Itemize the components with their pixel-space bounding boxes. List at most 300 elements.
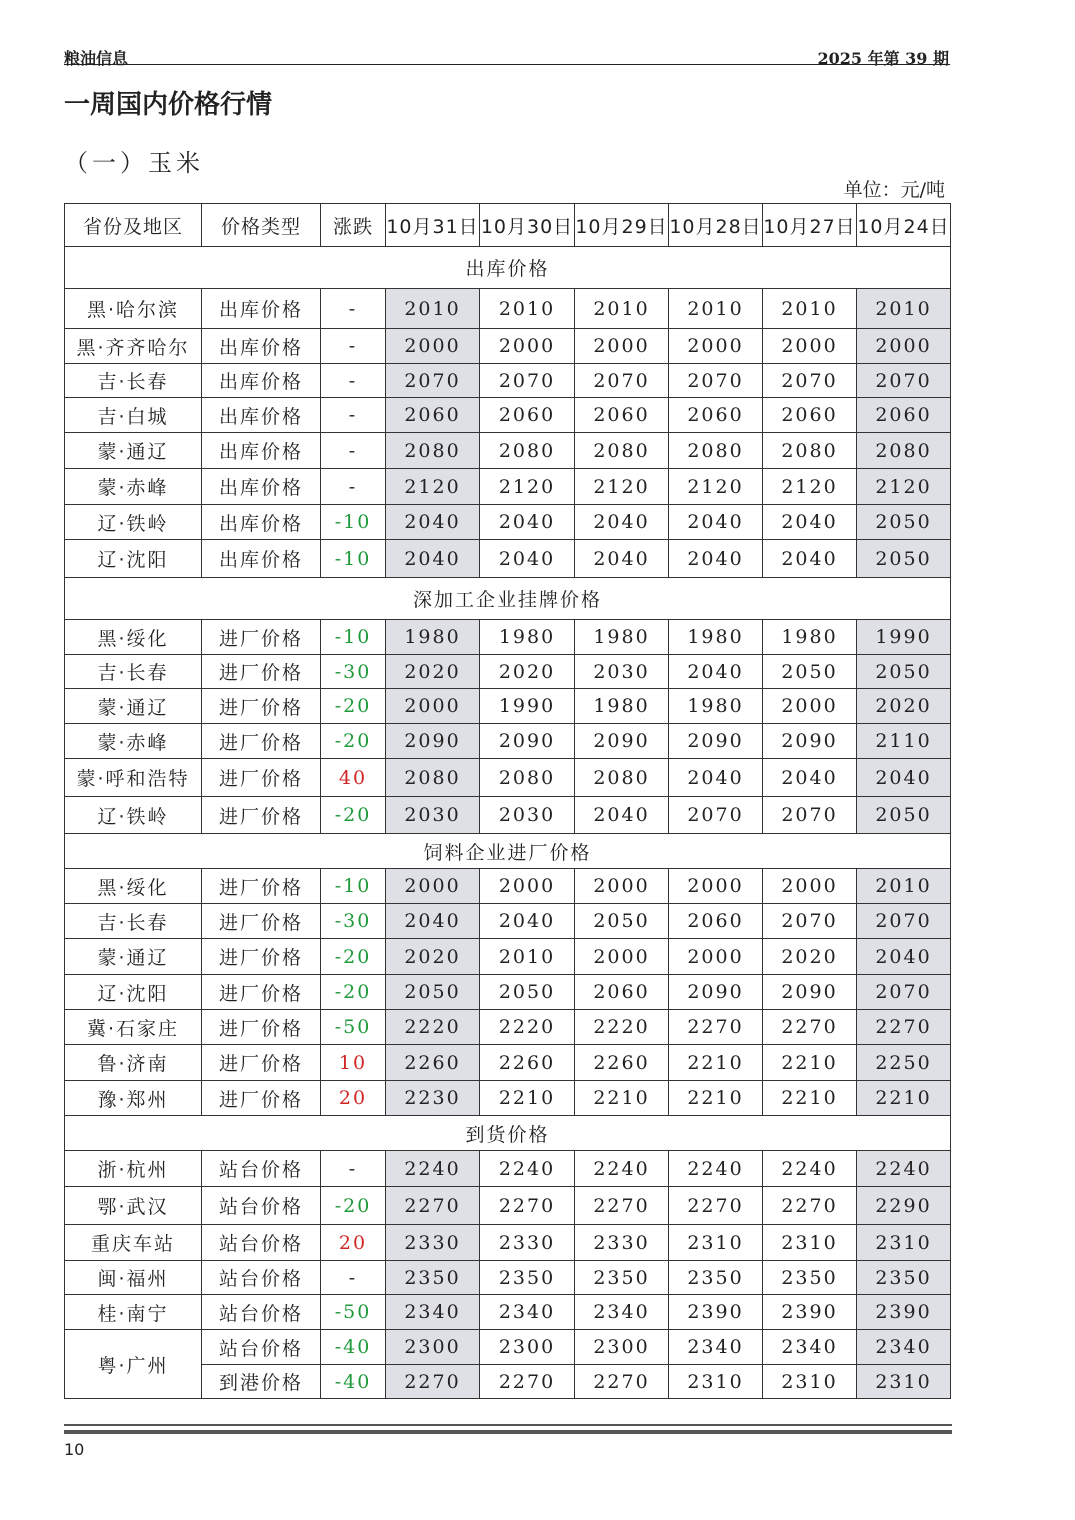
col-header: 10月24日: [857, 204, 951, 247]
price-cell: 2050: [857, 540, 951, 578]
price-cell: 2240: [857, 1151, 951, 1187]
price-cell: 2270: [669, 1187, 763, 1225]
price-cell: 2310: [669, 1225, 763, 1261]
table-row: [65, 1261, 951, 1295]
price-type-cell: 出库价格: [202, 289, 321, 329]
price-type-cell: 进厂价格: [202, 1081, 321, 1116]
price-cell: 2110: [857, 724, 951, 759]
price-cell: 2010: [575, 289, 669, 329]
price-cell: 2090: [386, 724, 480, 759]
footer-rule: [64, 1424, 952, 1426]
price-cell: 2070: [575, 364, 669, 398]
col-header: 省份及地区: [65, 204, 202, 247]
price-cell: 2350: [386, 1261, 480, 1295]
region-cell: 黑·绥化: [65, 869, 202, 904]
price-cell: 2000: [386, 329, 480, 364]
price-cell: 2310: [669, 1365, 763, 1399]
price-type-cell: 站台价格: [202, 1295, 321, 1330]
price-type-cell: 站台价格: [202, 1187, 321, 1225]
price-cell: 2120: [763, 469, 857, 505]
table-body: [65, 247, 951, 1399]
header-rule: [64, 64, 950, 65]
region-cell: 豫·郑州: [65, 1081, 202, 1116]
price-type-cell: 出库价格: [202, 469, 321, 505]
change-cell: -10: [321, 620, 386, 655]
table-row: [65, 759, 951, 797]
price-type-cell: 进厂价格: [202, 724, 321, 759]
table-row: [65, 1295, 951, 1330]
price-cell: 2050: [575, 904, 669, 939]
price-type-cell: 站台价格: [202, 1151, 321, 1187]
table-row: [65, 398, 951, 433]
region-cell: 蒙·赤峰: [65, 469, 202, 505]
col-header: 涨跌: [321, 204, 386, 247]
change-cell: -10: [321, 869, 386, 904]
price-type-cell: 站台价格: [202, 1330, 321, 1365]
price-cell: 2040: [763, 540, 857, 578]
price-cell: 2030: [575, 655, 669, 689]
price-cell: 2060: [669, 904, 763, 939]
price-cell: 2010: [480, 939, 575, 975]
price-cell: 2040: [763, 505, 857, 540]
change-cell: -: [321, 433, 386, 469]
price-cell: 2000: [386, 869, 480, 904]
price-cell: 2220: [386, 1010, 480, 1045]
price-cell: 1990: [480, 689, 575, 724]
change-cell: -20: [321, 689, 386, 724]
region-cell: 吉·长春: [65, 655, 202, 689]
price-cell: 2270: [669, 1010, 763, 1045]
price-cell: 2080: [763, 433, 857, 469]
table-row: [65, 289, 951, 329]
price-cell: 2350: [575, 1261, 669, 1295]
group-row: [65, 247, 951, 289]
price-cell: 1980: [386, 620, 480, 655]
region-cell: 冀·石家庄: [65, 1010, 202, 1045]
header-publication: 粮油信息: [64, 49, 129, 68]
price-cell: 2070: [763, 797, 857, 834]
price-cell: 1980: [575, 689, 669, 724]
region-cell: 鄂·武汉: [65, 1187, 202, 1225]
region-cell: 辽·沈阳: [65, 975, 202, 1010]
change-cell: -10: [321, 540, 386, 578]
col-header: 价格类型: [202, 204, 321, 247]
table-row: [65, 904, 951, 939]
price-type-cell: 站台价格: [202, 1261, 321, 1295]
table-row: [65, 655, 951, 689]
table-row: [65, 869, 951, 904]
region-cell: 蒙·通辽: [65, 689, 202, 724]
price-cell: 1980: [669, 689, 763, 724]
price-cell: 2090: [763, 724, 857, 759]
price-type-cell: 进厂价格: [202, 975, 321, 1010]
price-cell: 2000: [386, 689, 480, 724]
price-cell: 2120: [857, 469, 951, 505]
price-cell: 2090: [669, 724, 763, 759]
price-cell: 2250: [857, 1045, 951, 1081]
table-row: [65, 1187, 951, 1225]
change-cell: -30: [321, 904, 386, 939]
change-cell: -20: [321, 975, 386, 1010]
price-cell: 2270: [575, 1365, 669, 1399]
price-cell: 2040: [669, 540, 763, 578]
price-cell: 2050: [386, 975, 480, 1010]
price-cell: 2050: [857, 655, 951, 689]
price-cell: 2010: [480, 289, 575, 329]
price-cell: 2390: [669, 1295, 763, 1330]
price-cell: 2270: [480, 1187, 575, 1225]
price-cell: 2040: [386, 540, 480, 578]
price-type-cell: 出库价格: [202, 433, 321, 469]
price-cell: 2060: [857, 398, 951, 433]
price-cell: 2020: [857, 689, 951, 724]
price-cell: 2000: [763, 329, 857, 364]
price-cell: 2040: [575, 505, 669, 540]
region-cell: 粤·广州: [65, 1330, 202, 1399]
region-cell: 浙·杭州: [65, 1151, 202, 1187]
price-cell: 2270: [857, 1010, 951, 1045]
region-cell: 鲁·济南: [65, 1045, 202, 1081]
price-cell: 2340: [763, 1330, 857, 1365]
table-row: [65, 1151, 951, 1187]
price-cell: 2390: [763, 1295, 857, 1330]
price-cell: 2340: [386, 1295, 480, 1330]
price-cell: 2070: [669, 797, 763, 834]
price-cell: 2060: [669, 398, 763, 433]
change-cell: -50: [321, 1295, 386, 1330]
price-cell: 2080: [857, 433, 951, 469]
price-cell: 2010: [763, 289, 857, 329]
price-type-cell: 进厂价格: [202, 759, 321, 797]
price-cell: 2000: [480, 869, 575, 904]
price-cell: 1980: [669, 620, 763, 655]
price-cell: 2270: [386, 1365, 480, 1399]
price-cell: 2090: [480, 724, 575, 759]
price-cell: 1980: [575, 620, 669, 655]
table-header-row: [65, 204, 951, 247]
price-cell: 2220: [480, 1010, 575, 1045]
region-cell: 黑·哈尔滨: [65, 289, 202, 329]
price-cell: 2350: [669, 1261, 763, 1295]
price-cell: 2350: [480, 1261, 575, 1295]
price-cell: 2050: [857, 797, 951, 834]
region-cell: 重庆车站: [65, 1225, 202, 1261]
price-cell: 2050: [857, 505, 951, 540]
change-cell: -50: [321, 1010, 386, 1045]
price-cell: 2010: [857, 289, 951, 329]
price-cell: 2070: [857, 364, 951, 398]
table-row: [65, 1225, 951, 1261]
table-row: [65, 797, 951, 834]
region-cell: 蒙·通辽: [65, 939, 202, 975]
change-cell: -: [321, 329, 386, 364]
price-cell: 1980: [480, 620, 575, 655]
price-cell: 2240: [669, 1151, 763, 1187]
change-cell: -: [321, 398, 386, 433]
price-cell: 2070: [763, 364, 857, 398]
table-row: [65, 540, 951, 578]
price-cell: 2020: [386, 655, 480, 689]
price-cell: 2000: [480, 329, 575, 364]
price-cell: 2040: [480, 505, 575, 540]
price-cell: 2080: [480, 759, 575, 797]
price-cell: 2330: [386, 1225, 480, 1261]
price-cell: 2000: [669, 329, 763, 364]
price-cell: 2070: [763, 904, 857, 939]
price-type-cell: 进厂价格: [202, 869, 321, 904]
price-cell: 2240: [575, 1151, 669, 1187]
price-cell: 2000: [669, 869, 763, 904]
price-cell: 2010: [386, 289, 480, 329]
price-cell: 2310: [763, 1225, 857, 1261]
price-cell: 2000: [575, 869, 669, 904]
price-type-cell: 进厂价格: [202, 689, 321, 724]
table-row: [65, 364, 951, 398]
group-row: [65, 834, 951, 869]
group-title: 出库价格: [65, 247, 951, 289]
price-cell: 2270: [480, 1365, 575, 1399]
price-cell: 2040: [669, 759, 763, 797]
price-cell: 2210: [669, 1045, 763, 1081]
table-row: [65, 329, 951, 364]
change-cell: 20: [321, 1081, 386, 1116]
price-cell: 2090: [763, 975, 857, 1010]
table-row: [65, 1330, 951, 1365]
price-cell: 2000: [669, 939, 763, 975]
price-cell: 2310: [857, 1225, 951, 1261]
price-cell: 2330: [480, 1225, 575, 1261]
section-title: （一）玉米: [64, 149, 204, 177]
price-cell: 2040: [480, 540, 575, 578]
price-cell: 1980: [763, 620, 857, 655]
price-cell: 2340: [669, 1330, 763, 1365]
price-cell: 2070: [857, 904, 951, 939]
price-type-cell: 到港价格: [202, 1365, 321, 1399]
price-cell: 2210: [480, 1081, 575, 1116]
price-cell: 2120: [386, 469, 480, 505]
price-cell: 2070: [669, 364, 763, 398]
table-row: [65, 433, 951, 469]
price-cell: 2010: [857, 869, 951, 904]
price-cell: 2070: [857, 975, 951, 1010]
price-type-cell: 出库价格: [202, 540, 321, 578]
price-type-cell: 进厂价格: [202, 797, 321, 834]
price-cell: 2060: [386, 398, 480, 433]
change-cell: -20: [321, 1187, 386, 1225]
price-type-cell: 进厂价格: [202, 620, 321, 655]
price-cell: 2090: [575, 724, 669, 759]
region-cell: 黑·绥化: [65, 620, 202, 655]
price-cell: 2030: [480, 797, 575, 834]
price-cell: 2310: [857, 1365, 951, 1399]
group-row: [65, 578, 951, 620]
price-cell: 2340: [480, 1295, 575, 1330]
price-cell: 2270: [386, 1187, 480, 1225]
price-cell: 2300: [386, 1330, 480, 1365]
group-title: 到货价格: [65, 1116, 951, 1151]
region-cell: 桂·南宁: [65, 1295, 202, 1330]
price-cell: 2090: [669, 975, 763, 1010]
price-cell: 2040: [763, 759, 857, 797]
price-cell: 2000: [575, 329, 669, 364]
price-cell: 2210: [857, 1081, 951, 1116]
price-cell: 2390: [857, 1295, 951, 1330]
table-row: [65, 689, 951, 724]
table-row: [65, 469, 951, 505]
price-cell: 2210: [575, 1081, 669, 1116]
group-row: [65, 1116, 951, 1151]
price-cell: 2010: [669, 289, 763, 329]
price-cell: 2240: [480, 1151, 575, 1187]
region-cell: 吉·白城: [65, 398, 202, 433]
table-row: [65, 724, 951, 759]
price-cell: 2240: [386, 1151, 480, 1187]
price-type-cell: 站台价格: [202, 1225, 321, 1261]
price-cell: 2260: [480, 1045, 575, 1081]
price-cell: 2270: [763, 1010, 857, 1045]
price-cell: 2030: [386, 797, 480, 834]
change-cell: -40: [321, 1330, 386, 1365]
price-cell: 2230: [386, 1081, 480, 1116]
change-cell: -: [321, 289, 386, 329]
change-cell: 20: [321, 1225, 386, 1261]
change-cell: -: [321, 1151, 386, 1187]
price-table: [64, 203, 951, 1399]
price-cell: 2040: [669, 505, 763, 540]
region-cell: 辽·铁岭: [65, 505, 202, 540]
price-type-cell: 进厂价格: [202, 655, 321, 689]
change-cell: 10: [321, 1045, 386, 1081]
change-cell: -: [321, 469, 386, 505]
table-row: [65, 1010, 951, 1045]
price-cell: 2240: [763, 1151, 857, 1187]
price-cell: 2210: [763, 1081, 857, 1116]
table-row: [65, 620, 951, 655]
price-cell: 2000: [763, 869, 857, 904]
table-row: [65, 505, 951, 540]
price-cell: 2260: [575, 1045, 669, 1081]
price-cell: 2060: [763, 398, 857, 433]
price-cell: 2000: [763, 689, 857, 724]
price-cell: 2080: [575, 759, 669, 797]
change-cell: -40: [321, 1365, 386, 1399]
price-cell: 2350: [763, 1261, 857, 1295]
footer-rule-thick: [64, 1430, 952, 1434]
region-cell: 吉·长春: [65, 364, 202, 398]
price-cell: 2050: [763, 655, 857, 689]
price-cell: 2060: [575, 975, 669, 1010]
price-type-cell: 进厂价格: [202, 1045, 321, 1081]
col-header: 10月31日: [386, 204, 480, 247]
price-cell: 2300: [480, 1330, 575, 1365]
col-header: 10月27日: [763, 204, 857, 247]
col-header: 10月30日: [480, 204, 575, 247]
price-cell: 2210: [763, 1045, 857, 1081]
price-cell: 2070: [386, 364, 480, 398]
region-cell: 蒙·通辽: [65, 433, 202, 469]
price-cell: 2340: [575, 1295, 669, 1330]
change-cell: -20: [321, 724, 386, 759]
price-type-cell: 出库价格: [202, 505, 321, 540]
col-header: 10月28日: [669, 204, 763, 247]
price-cell: 2020: [480, 655, 575, 689]
price-cell: 2080: [480, 433, 575, 469]
table-row: [65, 975, 951, 1010]
price-cell: 2040: [386, 904, 480, 939]
price-type-cell: 进厂价格: [202, 939, 321, 975]
price-cell: 2000: [857, 329, 951, 364]
table-row: [65, 939, 951, 975]
price-cell: 2080: [575, 433, 669, 469]
region-cell: 辽·沈阳: [65, 540, 202, 578]
price-cell: 2120: [480, 469, 575, 505]
price-type-cell: 出库价格: [202, 364, 321, 398]
price-type-cell: 出库价格: [202, 398, 321, 433]
table-row: [65, 1045, 951, 1081]
price-cell: 2040: [575, 540, 669, 578]
col-header: 10月29日: [575, 204, 669, 247]
region-cell: 闽·福州: [65, 1261, 202, 1295]
region-cell: 蒙·呼和浩特: [65, 759, 202, 797]
price-cell: 2210: [669, 1081, 763, 1116]
price-cell: 2040: [480, 904, 575, 939]
price-cell: 2060: [480, 398, 575, 433]
change-cell: -: [321, 364, 386, 398]
region-cell: 黑·齐齐哈尔: [65, 329, 202, 364]
price-cell: 2040: [857, 939, 951, 975]
group-title: 深加工企业挂牌价格: [65, 578, 951, 620]
price-cell: 2270: [575, 1187, 669, 1225]
price-cell: 2290: [857, 1187, 951, 1225]
price-cell: 2330: [575, 1225, 669, 1261]
region-cell: 蒙·赤峰: [65, 724, 202, 759]
price-cell: 2000: [575, 939, 669, 975]
price-cell: 2060: [575, 398, 669, 433]
unit-label: 单位：元/吨: [843, 179, 945, 201]
price-type-cell: 进厂价格: [202, 1010, 321, 1045]
change-cell: -30: [321, 655, 386, 689]
region-cell: 辽·铁岭: [65, 797, 202, 834]
price-cell: 2070: [480, 364, 575, 398]
price-cell: 2300: [575, 1330, 669, 1365]
region-cell: 吉·长春: [65, 904, 202, 939]
page-title: 一周国内价格行情: [64, 90, 273, 120]
price-cell: 2310: [763, 1365, 857, 1399]
price-cell: 2120: [575, 469, 669, 505]
price-cell: 2040: [386, 505, 480, 540]
price-cell: 2080: [386, 433, 480, 469]
price-cell: 2040: [575, 797, 669, 834]
price-cell: 2340: [857, 1330, 951, 1365]
price-cell: 2020: [763, 939, 857, 975]
price-type-cell: 进厂价格: [202, 904, 321, 939]
change-cell: -: [321, 1261, 386, 1295]
group-title: 饲料企业进厂价格: [65, 834, 951, 869]
price-cell: 2040: [857, 759, 951, 797]
change-cell: -20: [321, 797, 386, 834]
price-cell: 2350: [857, 1261, 951, 1295]
header-issue: 2025 年第 39 期: [817, 49, 949, 68]
table-row: [65, 1081, 951, 1116]
price-cell: 2270: [763, 1187, 857, 1225]
price-cell: 2260: [386, 1045, 480, 1081]
price-type-cell: 出库价格: [202, 329, 321, 364]
change-cell: -20: [321, 939, 386, 975]
price-cell: 2020: [386, 939, 480, 975]
change-cell: -10: [321, 505, 386, 540]
price-cell: 2080: [669, 433, 763, 469]
price-cell: 1990: [857, 620, 951, 655]
